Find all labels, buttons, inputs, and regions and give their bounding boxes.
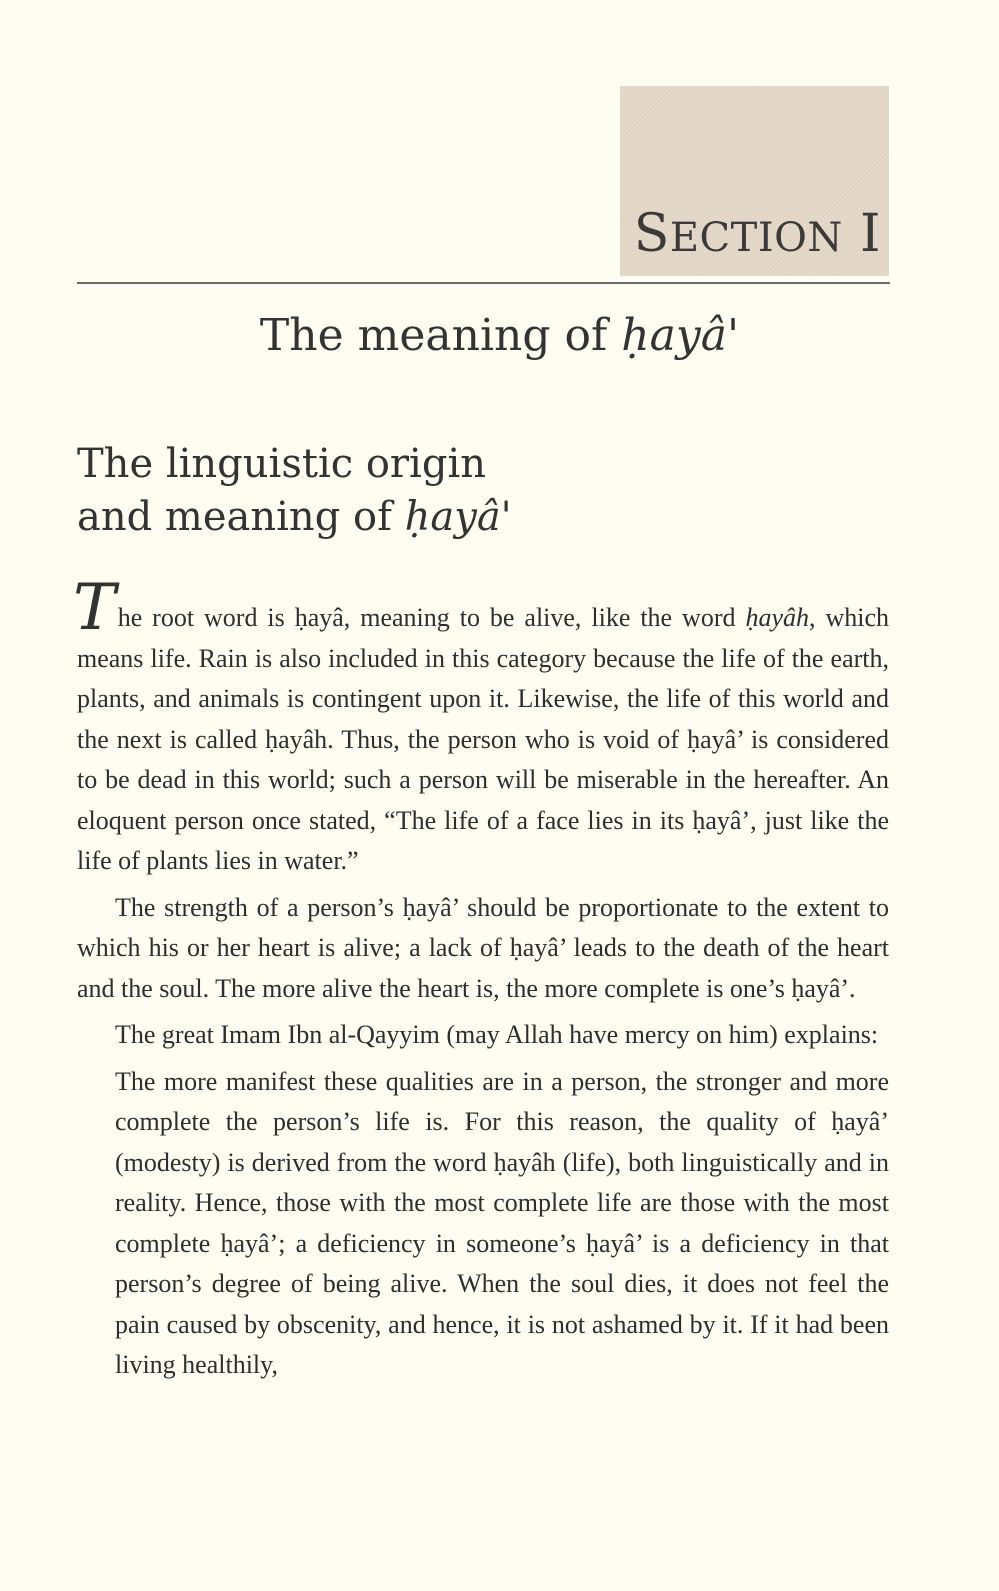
paragraph-1-term: ḥayâh [745, 603, 809, 632]
body-text [73, 571, 889, 1386]
horizontal-rule [77, 282, 890, 284]
drop-cap: T [73, 571, 116, 645]
chapter-title [0, 310, 999, 363]
paragraph-1-text-a: he root word is ḥayâ, meaning to be alive, like the word [117, 603, 746, 632]
chapter-title-term: ḥayâ' [621, 310, 740, 361]
block-quote: The more manifest these qualities are in a person, the stronger and more complete the person’s life is. For this reason, the quality of ḥayâ’ (modesty) is derived from the word ḥayâh (life), both linguistically and in reality. Hence, those with the most complete life are those with the most complete ḥayâ’; a deficiency in someone’s ḥayâ’ is a deficiency in that person’s degree of being alive. When the soul dies, it does not feel the pain caused by obscenity, and hence, it is not ashamed by it. If it had been living healthily, [115, 1066, 889, 1379]
section-header-box [620, 86, 889, 276]
chapter-title-prefix: The meaning of [259, 310, 622, 361]
section-label-rest: ECTION [669, 215, 843, 261]
paragraph-3: The great Imam Ibn al-Qayyim (may Allah have mercy on him) explains: [115, 1020, 879, 1049]
paragraph-2: The strength of a person’s ḥayâ’ should be proportionate to the extent to which his or her heart is alive; a lack of ḥayâ’ leads to the death of the heart and the soul. The more alive the heart is, the more complete is one’s ḥayâ’. [77, 892, 889, 1003]
section-label [633, 204, 881, 264]
section-label-initial: S [633, 204, 670, 264]
sub-heading-line1: The linguistic origin [77, 441, 487, 487]
paragraph-1-text-b: , which means life. Rain is also included in this category because the life of the earth, plants, and animals is contingent upon it. Likewise, the life of this world and the next is called ḥayâh. Thus, the person who is void of ḥayâ’ is considered to be dead in this world; such a person will be miserable in the hereafter. An eloquent person once stated, “The life of a face lies in its ḥayâ’, just like the life of plants lies in water.” [77, 603, 889, 875]
sub-heading-line2-prefix: and meaning of [77, 494, 405, 540]
paragraph-1 [73, 571, 889, 882]
sub-heading-line2-term: ḥayâ' [404, 494, 512, 540]
section-number: I [859, 204, 881, 264]
sub-heading [77, 438, 677, 544]
